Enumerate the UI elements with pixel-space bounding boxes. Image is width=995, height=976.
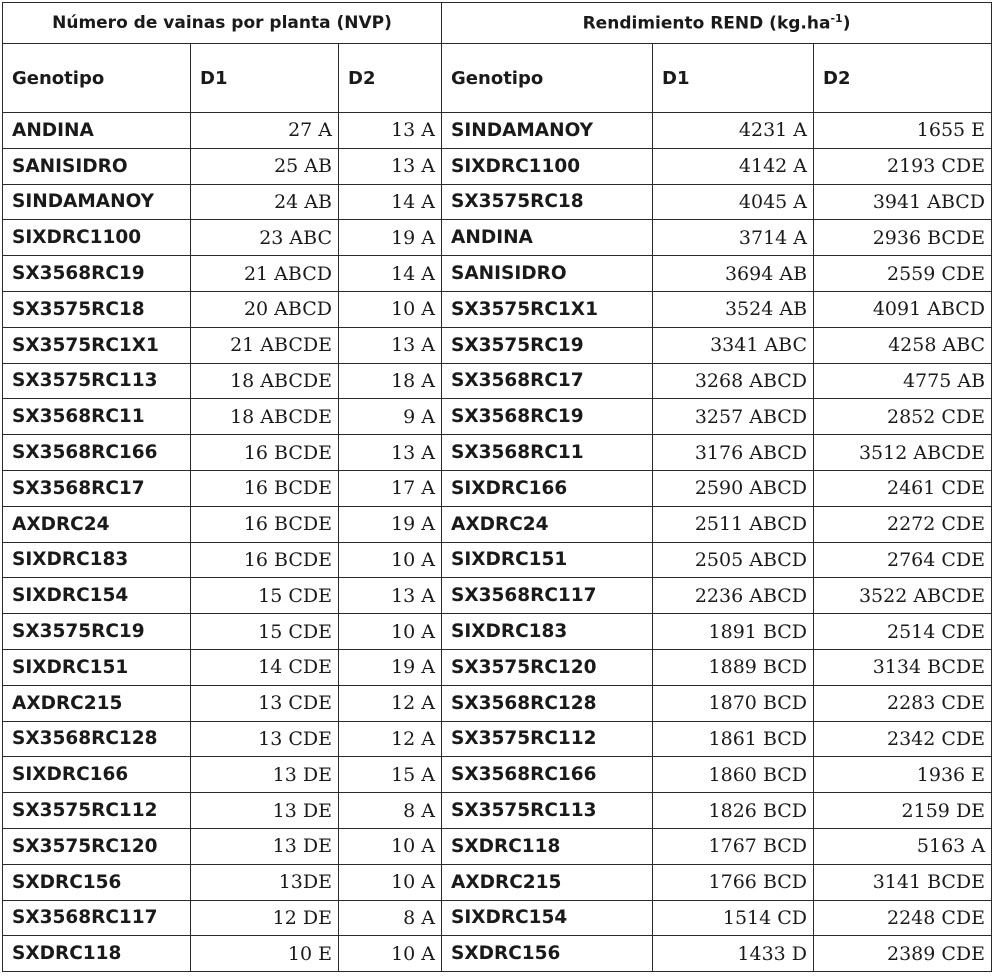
rend-genotipo-cell: SX3568RC19 [442,399,653,435]
rend-d2-cell: 3134 BCDE [814,649,992,685]
nvp-genotipo-cell: SX3575RC112 [3,793,191,829]
nvp-genotipo-cell: SX3575RC113 [3,363,191,399]
table-row [3,435,992,471]
nvp-d2-cell: 19 A [339,220,442,256]
nvp-d1-cell: 13 DE [191,828,339,864]
nvp-d2-cell: 15 A [339,757,442,793]
table-row [3,864,992,900]
rend-genotipo-cell: SIXDRC183 [442,614,653,650]
nvp-d2-cell: 10 A [339,291,442,327]
rend-d2-cell: 2559 CDE [814,256,992,292]
rend-genotipo-cell: ANDINA [442,220,653,256]
rend-genotipo-cell: SXDRC156 [442,936,653,972]
nvp-genotipo-cell: AXDRC215 [3,685,191,721]
nvp-d2-cell: 13 A [339,435,442,471]
rend-d1-cell: 3257 ABCD [653,399,814,435]
rend-d2-cell: 3141 BCDE [814,864,992,900]
group-header-row [3,3,992,44]
rend-title-close: ) [842,13,851,34]
rend-d1-cell: 3694 AB [653,256,814,292]
nvp-genotipo-cell: SIXDRC183 [3,542,191,578]
table-row [3,578,992,614]
table-row [3,793,992,829]
nvp-genotipo-cell: SXDRC156 [3,864,191,900]
nvp-genotipo-cell: SX3568RC11 [3,399,191,435]
nvp-genotipo-cell: SIXDRC166 [3,757,191,793]
nvp-d1-cell: 10 E [191,936,339,972]
rend-d1-cell: 2505 ABCD [653,542,814,578]
nvp-genotipo-cell: SX3568RC166 [3,435,191,471]
rend-genotipo-cell: AXDRC215 [442,864,653,900]
rend-genotipo-cell: SX3575RC1X1 [442,291,653,327]
nvp-genotipo-cell: ANDINA [3,113,191,149]
rend-d2-cell: 2248 CDE [814,900,992,936]
nvp-d2-cell: 14 A [339,256,442,292]
rend-d1-cell: 1766 BCD [653,864,814,900]
nvp-d2-cell: 9 A [339,399,442,435]
rend-d2-cell: 2283 CDE [814,685,992,721]
table-row [3,256,992,292]
nvp-d2-cell: 8 A [339,900,442,936]
rend-d2-cell: 5163 A [814,828,992,864]
group-title-nvp: Número de vainas por planta (NVP) [3,3,442,44]
table-row [3,148,992,184]
nvp-genotipo-cell: SXDRC118 [3,936,191,972]
nvp-d1-cell: 20 ABCD [191,291,339,327]
col-d2-nvp: D2 [339,44,442,113]
nvp-d2-cell: 19 A [339,506,442,542]
nvp-d1-cell: 15 CDE [191,614,339,650]
table-row [3,542,992,578]
nvp-genotipo-cell: SX3568RC117 [3,900,191,936]
rend-genotipo-cell: SANISIDRO [442,256,653,292]
nvp-d1-cell: 21 ABCDE [191,327,339,363]
table-row [3,327,992,363]
rend-d1-cell: 4142 A [653,148,814,184]
rend-genotipo-cell: SX3575RC120 [442,649,653,685]
rend-genotipo-cell: SX3568RC117 [442,578,653,614]
rend-d2-cell: 4258 ABC [814,327,992,363]
nvp-d1-cell: 23 ABC [191,220,339,256]
table-row [3,506,992,542]
nvp-genotipo-cell: SX3575RC19 [3,614,191,650]
rend-d1-cell: 4231 A [653,113,814,149]
table-body [3,113,992,972]
nvp-genotipo-cell: SX3568RC128 [3,721,191,757]
nvp-d2-cell: 12 A [339,721,442,757]
rend-d2-cell: 4775 AB [814,363,992,399]
table-row [3,184,992,220]
results-table [2,2,992,972]
table-row [3,470,992,506]
rend-genotipo-cell: SX3575RC19 [442,327,653,363]
rend-d2-cell: 2764 CDE [814,542,992,578]
nvp-d1-cell: 27 A [191,113,339,149]
rend-genotipo-cell: SX3568RC11 [442,435,653,471]
nvp-d2-cell: 10 A [339,936,442,972]
rend-d2-cell: 1936 E [814,757,992,793]
rend-genotipo-cell: SXDRC118 [442,828,653,864]
rend-d1-cell: 1826 BCD [653,793,814,829]
col-genotipo-nvp: Genotipo [3,44,191,113]
rend-d2-cell: 3941 ABCD [814,184,992,220]
group-title-rend [442,3,992,44]
nvp-genotipo-cell: SANISIDRO [3,148,191,184]
rend-d1-cell: 3268 ABCD [653,363,814,399]
nvp-d1-cell: 18 ABCDE [191,363,339,399]
rend-d2-cell: 2342 CDE [814,721,992,757]
nvp-d2-cell: 13 A [339,327,442,363]
nvp-d2-cell: 10 A [339,614,442,650]
nvp-d1-cell: 13DE [191,864,339,900]
nvp-d2-cell: 17 A [339,470,442,506]
column-header-row [3,44,992,113]
rend-d2-cell: 2852 CDE [814,399,992,435]
rend-d1-cell: 3341 ABC [653,327,814,363]
rend-d2-cell: 2272 CDE [814,506,992,542]
nvp-d1-cell: 13 DE [191,793,339,829]
rend-d1-cell: 2236 ABCD [653,578,814,614]
rend-title-superscript: -1 [830,12,843,26]
rend-d2-cell: 4091 ABCD [814,291,992,327]
rend-d2-cell: 2389 CDE [814,936,992,972]
nvp-d1-cell: 16 BCDE [191,506,339,542]
nvp-genotipo-cell: AXDRC24 [3,506,191,542]
rend-d1-cell: 1870 BCD [653,685,814,721]
rend-d2-cell: 3522 ABCDE [814,578,992,614]
nvp-d2-cell: 18 A [339,363,442,399]
nvp-genotipo-cell: SX3575RC18 [3,291,191,327]
rend-genotipo-cell: SIXDRC151 [442,542,653,578]
rend-genotipo-cell: SX3575RC113 [442,793,653,829]
rend-d1-cell: 1514 CD [653,900,814,936]
rend-d1-cell: 3524 AB [653,291,814,327]
nvp-d1-cell: 25 AB [191,148,339,184]
table-row [3,614,992,650]
nvp-d1-cell: 15 CDE [191,578,339,614]
nvp-genotipo-cell: SX3568RC19 [3,256,191,292]
table-row [3,649,992,685]
rend-d1-cell: 3176 ABCD [653,435,814,471]
rend-genotipo-cell: SX3568RC166 [442,757,653,793]
nvp-d2-cell: 10 A [339,828,442,864]
nvp-d2-cell: 10 A [339,864,442,900]
rend-d1-cell: 1861 BCD [653,721,814,757]
rend-genotipo-cell: SX3568RC128 [442,685,653,721]
nvp-genotipo-cell: SX3575RC1X1 [3,327,191,363]
rend-d1-cell: 1433 D [653,936,814,972]
col-d1-nvp: D1 [191,44,339,113]
nvp-d2-cell: 13 A [339,578,442,614]
rend-genotipo-cell: SIXDRC166 [442,470,653,506]
rend-d1-cell: 2590 ABCD [653,470,814,506]
nvp-d1-cell: 18 ABCDE [191,399,339,435]
nvp-genotipo-cell: SX3575RC120 [3,828,191,864]
table-row [3,900,992,936]
nvp-d2-cell: 8 A [339,793,442,829]
table-row [3,936,992,972]
nvp-d1-cell: 13 CDE [191,721,339,757]
rend-d2-cell: 3512 ABCDE [814,435,992,471]
table-row [3,721,992,757]
rend-d1-cell: 1767 BCD [653,828,814,864]
rend-d1-cell: 2511 ABCD [653,506,814,542]
nvp-d2-cell: 13 A [339,113,442,149]
table-row [3,291,992,327]
rend-genotipo-cell: SIXDRC1100 [442,148,653,184]
rend-d2-cell: 2193 CDE [814,148,992,184]
rend-genotipo-cell: SX3575RC18 [442,184,653,220]
col-d1-rend: D1 [653,44,814,113]
nvp-d1-cell: 24 AB [191,184,339,220]
rend-genotipo-cell: AXDRC24 [442,506,653,542]
table-row [3,363,992,399]
table-row [3,757,992,793]
nvp-genotipo-cell: SIXDRC154 [3,578,191,614]
nvp-d1-cell: 14 CDE [191,649,339,685]
table-row [3,220,992,256]
table-row [3,113,992,149]
rend-d2-cell: 1655 E [814,113,992,149]
nvp-d1-cell: 13 DE [191,757,339,793]
rend-d1-cell: 1889 BCD [653,649,814,685]
nvp-d1-cell: 16 BCDE [191,470,339,506]
nvp-d1-cell: 21 ABCD [191,256,339,292]
nvp-d2-cell: 13 A [339,148,442,184]
nvp-genotipo-cell: SX3568RC17 [3,470,191,506]
rend-title-text: Rendimiento REND (kg.ha [582,13,831,34]
table-row [3,685,992,721]
rend-genotipo-cell: SINDAMANOY [442,113,653,149]
rend-d2-cell: 2159 DE [814,793,992,829]
nvp-d2-cell: 19 A [339,649,442,685]
nvp-d1-cell: 16 BCDE [191,435,339,471]
rend-d1-cell: 3714 A [653,220,814,256]
rend-d2-cell: 2936 BCDE [814,220,992,256]
nvp-d2-cell: 10 A [339,542,442,578]
nvp-d1-cell: 16 BCDE [191,542,339,578]
col-d2-rend: D2 [814,44,992,113]
nvp-genotipo-cell: SINDAMANOY [3,184,191,220]
nvp-genotipo-cell: SIXDRC1100 [3,220,191,256]
col-genotipo-rend: Genotipo [442,44,653,113]
rend-genotipo-cell: SX3568RC17 [442,363,653,399]
nvp-genotipo-cell: SIXDRC151 [3,649,191,685]
rend-d1-cell: 4045 A [653,184,814,220]
table-row [3,399,992,435]
rend-d2-cell: 2514 CDE [814,614,992,650]
rend-d1-cell: 1860 BCD [653,757,814,793]
nvp-d1-cell: 13 CDE [191,685,339,721]
rend-genotipo-cell: SIXDRC154 [442,900,653,936]
nvp-d2-cell: 14 A [339,184,442,220]
table-row [3,828,992,864]
rend-d2-cell: 2461 CDE [814,470,992,506]
rend-genotipo-cell: SX3575RC112 [442,721,653,757]
rend-d1-cell: 1891 BCD [653,614,814,650]
nvp-d2-cell: 12 A [339,685,442,721]
nvp-d1-cell: 12 DE [191,900,339,936]
